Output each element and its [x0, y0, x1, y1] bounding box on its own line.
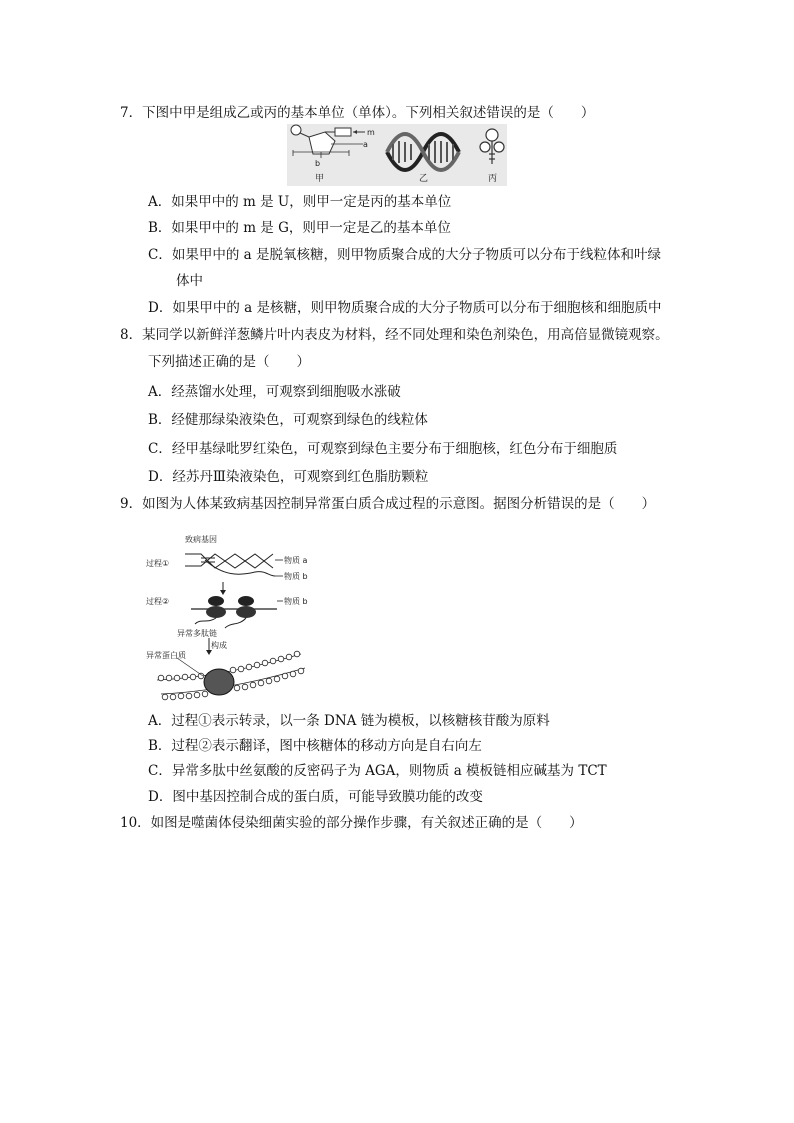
translation-diagram	[191, 596, 277, 628]
label-substance-b2: 物质 b	[284, 597, 308, 606]
transcription-diagram	[185, 554, 275, 576]
q8-option-d: D．经苏丹Ⅲ染液染色，可观察到红色脂肪颗粒	[148, 469, 429, 485]
base-rect	[335, 128, 351, 136]
q9-figure	[143, 532, 313, 704]
q9-option-c: C．异常多肽中丝氨酸的反密码子为 AGA，则物质 a 模板链相应碱基为 TCT	[148, 763, 607, 779]
label-yi: 乙	[419, 174, 429, 184]
q9-stem: 9．如图为人体某致病基因控制异常蛋白质合成过程的示意图。据图分析错误的是（ ）	[120, 496, 656, 512]
q7-option-a: A．如果甲中的 m 是 U，则甲一定是丙的基本单位	[148, 194, 452, 210]
label-abnormal-polypeptide: 异常多肽链	[177, 629, 217, 638]
label-constitute: 构成	[211, 641, 227, 650]
abnormal-protein-blob	[204, 669, 234, 695]
q8-option-c: C．经甲基绿吡罗红染色，可观察到绿色主要分布于细胞核，红色分布于细胞质	[148, 441, 618, 457]
label-a: a	[363, 140, 368, 149]
label-jia: 甲	[315, 174, 325, 184]
label-abnormal-protein: 异常蛋白质	[146, 651, 186, 660]
label-substance-b: 物质 b	[284, 572, 308, 581]
q8-option-b: B．经健那绿染液染色，可观察到绿色的线粒体	[148, 412, 428, 428]
q7-option-d: D．如果甲中的 a 是核糖，则甲物质聚合成的大分子物质可以分布于细胞核和细胞质中	[148, 300, 662, 316]
label-m: m	[367, 128, 375, 137]
q7-option-c-cont: 体中	[176, 273, 203, 289]
q7-option-b: B．如果甲中的 m 是 G，则甲一定是乙的基本单位	[148, 220, 451, 236]
label-process-2: 过程②	[146, 597, 170, 606]
q7-figure	[287, 124, 507, 186]
q8-option-a: A．经蒸馏水处理，可观察到细胞吸水涨破	[148, 384, 401, 400]
q10-stem: 10．如图是噬菌体侵染细菌实验的部分操作步骤，有关叙述正确的是（ ）	[120, 815, 583, 831]
q8-stem: 8．某同学以新鲜洋葱鳞片叶内表皮为材料，经不同处理和染色剂染色，用高倍显微镜观察。	[120, 327, 669, 343]
q9-option-d: D．图中基因控制合成的蛋白质，可能导致膜功能的改变	[148, 789, 483, 805]
label-gene: 致病基因	[185, 535, 217, 544]
label-bing: 丙	[488, 174, 498, 184]
q7-option-c: C．如果甲中的 a 是脱氧核糖，则甲物质聚合成的大分子物质可以分布于线粒体和叶绿	[148, 247, 661, 263]
q7-stem: 7．下图中甲是组成乙或丙的基本单位（单体）。下列相关叙述错误的是（ ）	[120, 105, 595, 121]
label-b: b	[315, 159, 321, 168]
phosphate-circle	[291, 125, 301, 135]
q9-option-b: B．过程②表示翻译，图中核糖体的移动方向是自右向左	[148, 738, 482, 754]
label-substance-a: 物质 a	[284, 556, 308, 565]
label-process-1: 过程①	[146, 559, 170, 568]
q8-stem-cont: 下列描述正确的是（ ）	[148, 354, 310, 370]
q9-option-a: A．过程①表示转录，以一条 DNA 链为模板，以核糖核苷酸为原料	[148, 713, 550, 729]
